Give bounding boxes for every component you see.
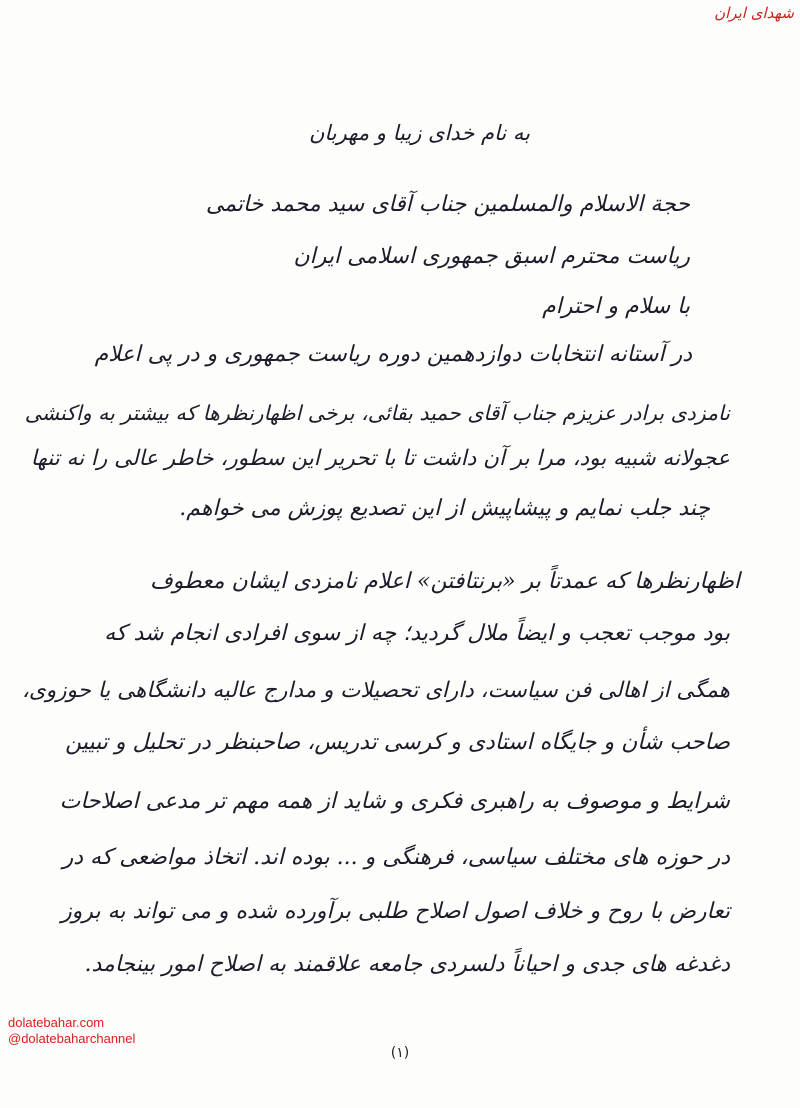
greeting-line: با سلام و احترام	[542, 294, 690, 319]
paragraph-2-line: بود موجب تعجب و ایضاً ملال گردید؛ چه از سوی افرادی انجام شد که	[104, 621, 730, 646]
paragraph-2-line: صاحب شأن و جایگاه استادی و کرسی تدریس، صاحبنظر در تحلیل و تبیین	[65, 730, 730, 755]
paragraph-1-line: چند جلب نمایم و پیشاپیش از این تصدیع پوزش می خواهم.	[179, 496, 710, 521]
page-number: (۱)	[390, 1045, 410, 1061]
paragraph-2-line: شرایط و موصوف به راهبری فکری و شاید از همه مهم تر مدعی اصلاحات	[59, 789, 730, 814]
watermark-site: dolatebahar.com	[8, 1015, 105, 1030]
paragraph-1-line: در آستانه انتخابات دوازدهمین دوره ریاست جمهوری و در پی اعلام	[94, 342, 692, 367]
paragraph-1-line: عجولانه شبیه بود، مرا بر آن داشت تا با تحریر این سطور، خاطر عالی را نه تنها	[30, 446, 730, 471]
address-line: حجة الاسلام والمسلمین جناب آقای سید محمد خاتمی	[205, 192, 690, 217]
paragraph-2-line: دغدغه های جدی و احیاناً دلسردی جامعه علاقمند به اصلاح امور بینجامد.	[84, 952, 730, 977]
shohadaye-iran-logo: شهدای ایران	[714, 4, 794, 22]
letter-title: به نام خدای زیبا و مهربان	[308, 121, 530, 145]
paragraph-2-line: تعارض با روح و خلاف اصول اصلاح طلبی برآورده شده و می تواند به بروز	[61, 899, 730, 924]
paragraph-2-line: در حوزه های مختلف سیاسی، فرهنگی و ... بوده اند. اتخاذ مواضعی که در	[62, 845, 730, 870]
paragraph-2-line: همگی از اهالی فن سیاست، دارای تحصیلات و مدارج عالیه دانشگاهی یا حوزوی،	[21, 678, 730, 703]
address-line: ریاست محترم اسبق جمهوری اسلامی ایران	[293, 244, 690, 269]
watermark-channel: @dolatebaharchannel	[8, 1031, 136, 1046]
paragraph-2-line: اظهارنظرها که عمدتاً بر «برنتافتن» اعلام نامزدی ایشان معطوف	[149, 569, 740, 594]
paragraph-1-line: نامزدی برادر عزیزم جناب آقای حمید بقائی، برخی اظهارنظرها که بیشتر به واکنشی	[24, 401, 730, 425]
